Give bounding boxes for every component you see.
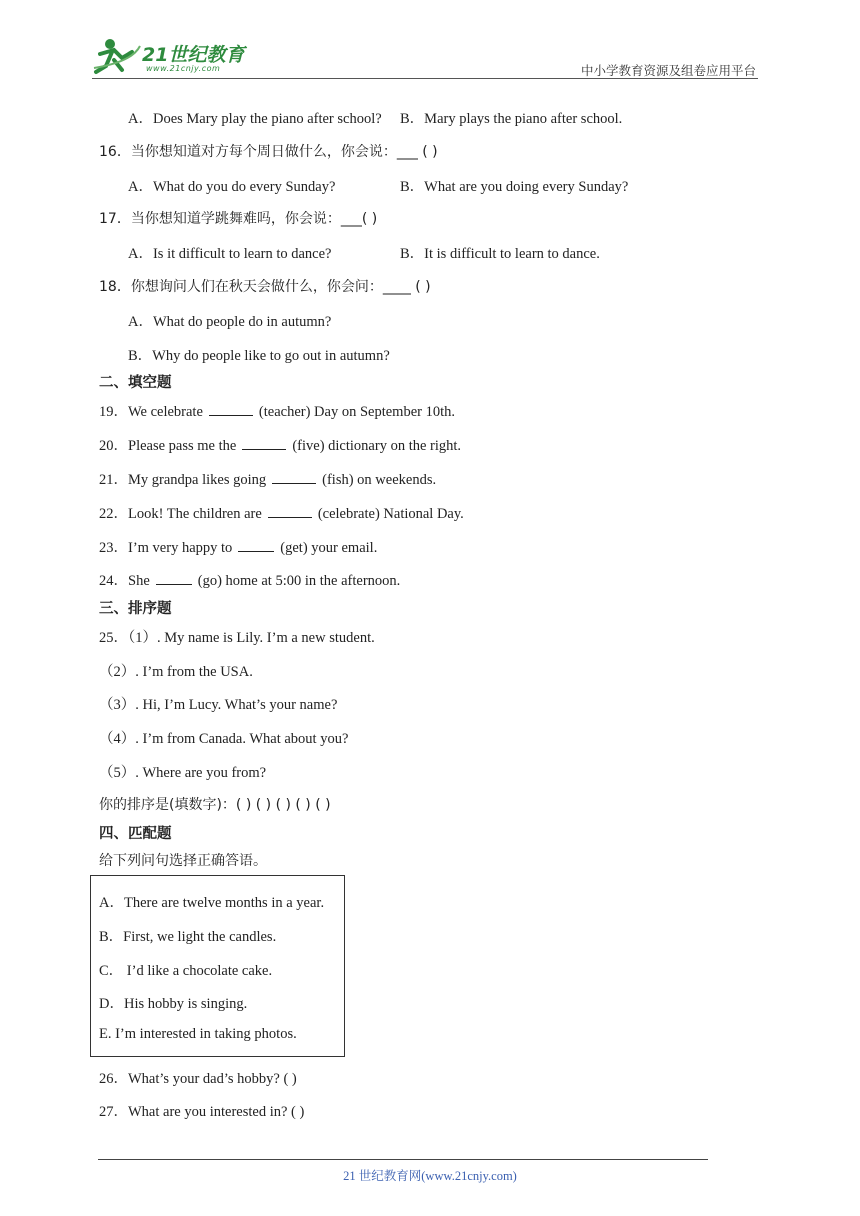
q18-stem: 18．你想询问人们在秋天会做什么，你会问：____ ( ): [99, 279, 431, 295]
ordering-line: 25．（1）. My name is Lily. I’m a new student.: [99, 630, 375, 646]
q17-option-b: B．It is difficult to learn to dance.: [400, 246, 600, 262]
match-option: B．First, we light the candles.: [99, 929, 277, 945]
logo-text: 21世纪教育: [142, 44, 245, 66]
q17-option-a: A．Is it difficult to learn to dance?: [128, 246, 332, 262]
answer-blank[interactable]: [209, 403, 253, 416]
ordering-answer: 你的排序是(填数字)：( ) ( ) ( ) ( ) ( ): [99, 797, 331, 813]
ordering-line: （2）. I’m from the USA.: [99, 664, 253, 680]
answer-blank[interactable]: [238, 539, 274, 552]
fill-item: 23．I’m very happy to (get) your email.: [99, 540, 378, 556]
match-option: A．There are twelve months in a year.: [99, 895, 325, 911]
matching-instruction: 给下列问句选择正确答语。: [99, 853, 267, 869]
ordering-line: （3）. Hi, I’m Lucy. What’s your name?: [99, 697, 338, 713]
q16-stem: 16．当你想知道对方每个周日做什么，你会说：___ ( ): [99, 144, 438, 160]
answer-blank[interactable]: [156, 572, 192, 585]
fill-item: 20．Please pass me the (five) dictionary on the right.: [99, 438, 462, 454]
footer-text: 21 世纪教育网(www.21cnjy.com): [343, 1169, 517, 1183]
q16-option-b: B．What are you doing every Sunday?: [400, 179, 629, 195]
q18-option-a: A．What do people do in autumn?: [128, 314, 332, 330]
fill-item: 21．My grandpa likes going (fish) on weekends.: [99, 472, 437, 488]
section-title-matching: 四、匹配题: [99, 826, 172, 842]
section-title-fill-blank: 二、填空题: [99, 375, 172, 391]
footer-divider: [98, 1159, 708, 1160]
match-question: 26．What’s your dad’s hobby? ( ): [99, 1071, 297, 1087]
ordering-line: （5）. Where are you from?: [99, 765, 267, 781]
q15-option-b: B．Mary plays the piano after school.: [400, 111, 623, 127]
match-question: 27．What are you interested in? ( ): [99, 1104, 305, 1120]
q17-stem: 17．当你想知道学跳舞难吗，你会说：___( ): [99, 211, 378, 227]
match-option: E. I’m interested in taking photos.: [99, 1026, 297, 1042]
fill-item: 24．She (go) home at 5:00 in the afternoon.: [99, 573, 401, 589]
q16-option-a: A．What do you do every Sunday?: [128, 179, 336, 195]
answer-blank[interactable]: [242, 437, 286, 450]
logo-url: www.21cnjy.com: [146, 64, 221, 73]
answer-blank[interactable]: [272, 471, 316, 484]
fill-item: 22．Look! The children are (celebrate) National Day.: [99, 506, 464, 522]
fill-item: 19．We celebrate (teacher) Day on September 10th.: [99, 404, 455, 420]
answer-blank[interactable]: [268, 505, 312, 518]
ordering-line: （4）. I’m from Canada. What about you?: [99, 731, 349, 747]
header-divider: [92, 78, 758, 79]
match-option: D．His hobby is singing.: [99, 996, 248, 1012]
header-title: 中小学教育资源及组卷应用平台: [580, 63, 756, 78]
q18-option-b: B．Why do people like to go out in autumn?: [128, 348, 390, 364]
match-option: C． I’d like a chocolate cake.: [99, 963, 273, 979]
q15-option-a: A．Does Mary play the piano after school?: [128, 111, 382, 127]
section-title-ordering: 三、排序题: [99, 601, 172, 617]
